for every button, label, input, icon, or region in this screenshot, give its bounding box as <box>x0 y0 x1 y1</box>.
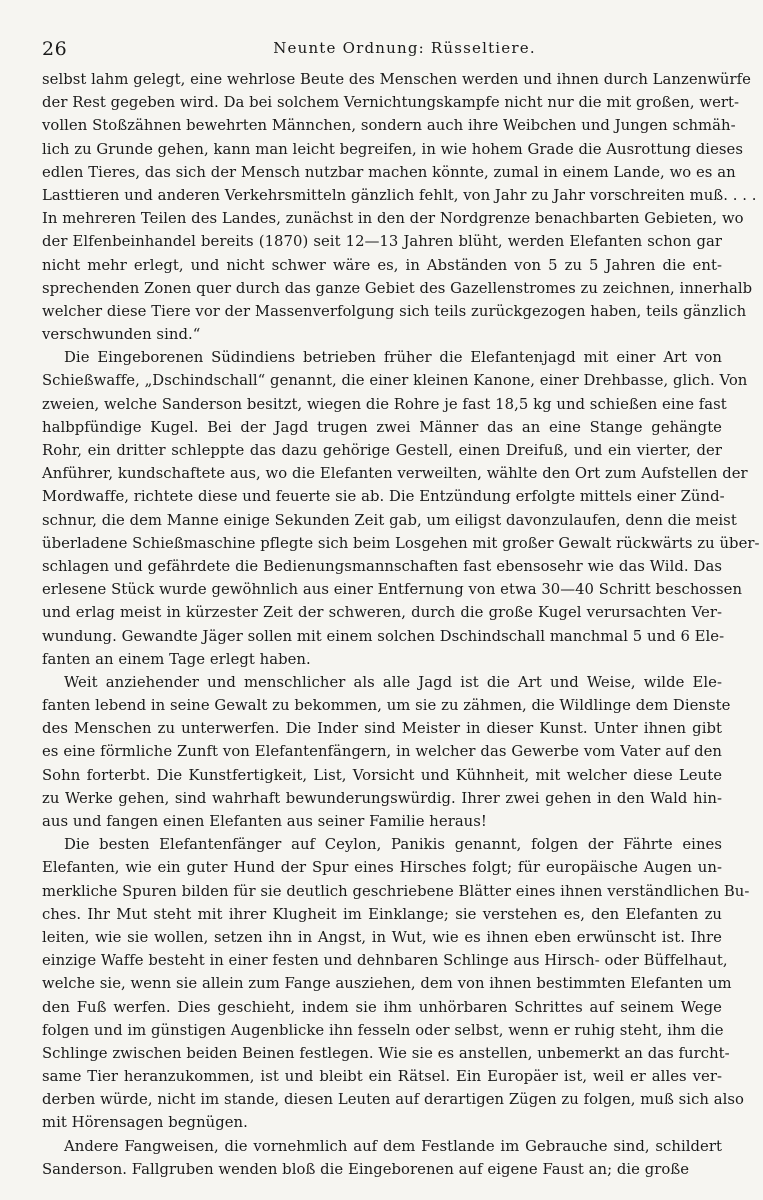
text-line: ches. Ihr Mut steht mit ihrer Klugheit im Einklange; sie verstehen es, den Elefanten zu <box>42 905 722 923</box>
text-line: Lasttieren und anderen Verkehrsmitteln gänzlich fehlt, von Jahr zu Jahr vorschreiten muß. . . . <box>42 186 757 204</box>
text-line: sprechenden Zonen quer durch das ganze Gebiet des Gazellenstromes zu zeichnen, innerhalb <box>42 279 753 297</box>
text-line: der Rest gegeben wird. Da bei solchem Vernichtungskampfe nicht nur die mit großen, wert- <box>42 94 740 112</box>
text-line: welcher diese Tiere vor der Massenverfolgung sich teils zurückgezogen haben, teils gänzlich <box>42 302 747 320</box>
text-line: zweien, welche Sanderson besitzt, wiegen die Rohre je fast 18,5 kg und schießen eine fast <box>42 395 727 413</box>
text-line: derben würde, nicht im stande, diesen Leuten auf derartigen Zügen zu folgen, muß sich also <box>42 1091 744 1109</box>
text-line: Die Eingeborenen Südindiens betrieben früher die Elefantenjagd mit einer Art von <box>64 349 722 367</box>
text-line: nicht mehr erlegt, und nicht schwer wäre es, in Abständen von 5 zu 5 Jahren die ent- <box>42 256 722 274</box>
text-line: wundung. Gewandte Jäger sollen mit einem solchen Dschindschall manchmal 5 und 6 Ele- <box>42 627 725 645</box>
text-line: Anführer, kundschaftete aus, wo die Elefanten verweilten, wählte den Ort zum Aufstellen der <box>42 465 748 483</box>
paragraph <box>42 346 760 671</box>
text-line: fanten lebend in seine Gewalt zu bekommen, um sie zu zähmen, die Wildlinge dem Dienste <box>42 697 731 715</box>
text-line: mit Hörensagen begnügen. <box>42 1114 248 1132</box>
text-line: merkliche Spuren bilden für sie deutlich geschriebene Blätter eines ihnen verständlichen Bu- <box>42 882 750 900</box>
page-number: 26 <box>42 38 68 60</box>
paragraph <box>42 833 750 1134</box>
text-line: fanten an einem Tage erlegt haben. <box>42 650 311 668</box>
text-line: verschwunden sind.“ <box>42 326 201 344</box>
running-head: Neunte Ordnung: Rüsseltiere. <box>273 39 536 57</box>
text-line: der Elfenbeinhandel bereits (1870) seit 12—13 Jahren blüht, werden Elefanten schon gar <box>42 233 722 251</box>
text-line: Mordwaffe, richtete diese und feuerte sie ab. Die Entzündung erfolgte mittels einer Zünd- <box>42 488 725 506</box>
text-line: halbpfündige Kugel. Bei der Jagd trugen zwei Männer das an eine Stange gehängte <box>42 418 722 436</box>
paragraph <box>42 671 731 833</box>
text-line: Weit anziehender und menschlicher als alle Jagd ist die Art und Weise, wilde Ele- <box>64 673 722 691</box>
text-line: vollen Stoßzähnen bewehrten Männchen, sondern auch ihre Weibchen und Jungen schmäh- <box>42 117 736 135</box>
text-line: schnur, die dem Manne einige Sekunden Zeit gab, um eiligst davonzulaufen, denn die meist <box>42 511 737 529</box>
text-line: lich zu Grunde gehen, kann man leicht begreifen, in wie hohem Grade die Ausrottung dieses <box>42 140 743 158</box>
text-line: In mehreren Teilen des Landes, zunächst in den der Nordgrenze benachbarten Gebieten, wo <box>42 210 744 228</box>
text-line: es eine förmliche Zunft von Elefantenfängern, in welcher das Gewerbe vom Vater auf den <box>42 743 722 761</box>
text-line: Schlinge zwischen beiden Beinen festlegen. Wie sie es anstellen, unbemerkt an das furcht- <box>42 1044 730 1062</box>
text-line: des Menschen zu unterwerfen. Die Inder sind Meister in dieser Kunst. Unter ihnen gibt <box>42 720 722 738</box>
paragraph <box>42 68 757 346</box>
text-line: und erlag meist in kürzester Zeit der schweren, durch die große Kugel verursachten Ver- <box>42 604 722 622</box>
text-line: zu Werke gehen, sind wahrhaft bewunderungswürdig. Ihrer zwei gehen in den Wald hin- <box>42 789 722 807</box>
text-line: Andere Fangweisen, die vornehmlich auf dem Festlande im Gebrauche sind, schildert <box>64 1137 722 1155</box>
text-line: Elefanten, wie ein guter Hund der Spur eines Hirsches folgt; für europäische Augen un- <box>42 859 722 877</box>
text-line: same Tier heranzukommen, ist und bleibt ein Rätsel. Ein Europäer ist, weil er alles ver- <box>42 1068 722 1086</box>
text-line: Sohn forterbt. Die Kunstfertigkeit, List, Vorsicht und Kühnheit, mit welcher diese Leute <box>42 766 722 784</box>
page-header <box>42 32 707 62</box>
text-line: Sanderson. Fallgruben wenden bloß die Eingeborenen auf eigene Faust an; die große <box>42 1160 690 1178</box>
text-line: selbst lahm gelegt, eine wehrlose Beute des Menschen werden und ihnen durch Lanzenwürfe <box>42 71 751 88</box>
text-line: einzige Waffe besteht in einer festen und dehnbaren Schlinge aus Hirsch- oder Büffelhaut, <box>42 952 728 970</box>
text-line: den Fuß werfen. Dies geschieht, indem sie ihm unhörbaren Schrittes auf seinem Wege <box>42 998 722 1016</box>
text-line: Rohr, ein dritter schleppte das dazu gehörige Gestell, einen Dreifuß, und ein vierter, der <box>42 442 722 459</box>
paragraph <box>42 1135 722 1181</box>
text-line: leiten, wie sie wollen, setzen ihn in Angst, in Wut, wie es ihnen eben erwünscht ist. Ihre <box>42 928 722 946</box>
text-line: überladene Schießmaschine pflegte sich beim Losgehen mit großer Gewalt rückwärts zu über- <box>42 534 760 552</box>
text-line: schlagen und gefährdete die Bedienungsmannschaften fast ebensosehr wie das Wild. Das <box>42 557 722 575</box>
text-line: erlesene Stück wurde gewöhnlich aus einer Entfernung von etwa 30—40 Schritt beschossen <box>42 581 743 599</box>
text-line: welche sie, wenn sie allein zum Fange ausziehen, dem von ihnen bestimmten Elefanten um <box>42 975 732 993</box>
text-line: Schießwaffe, „Dschindschall“ genannt, die einer kleinen Kanone, einer Drehbasse, glich. Von <box>42 372 748 390</box>
page-body <box>42 68 760 1181</box>
text-line: aus und fangen einen Elefanten aus seiner Familie heraus! <box>42 813 487 830</box>
text-line: folgen und im günstigen Augenblicke ihn fesseln oder selbst, wenn er ruhig steht, ihm die <box>42 1021 724 1039</box>
text-line: Die besten Elefantenfänger auf Ceylon, Panikis genannt, folgen der Fährte eines <box>64 836 722 854</box>
text-line: edlen Tieres, das sich der Mensch nutzbar machen könnte, zumal in einem Lande, wo es an <box>42 163 736 181</box>
